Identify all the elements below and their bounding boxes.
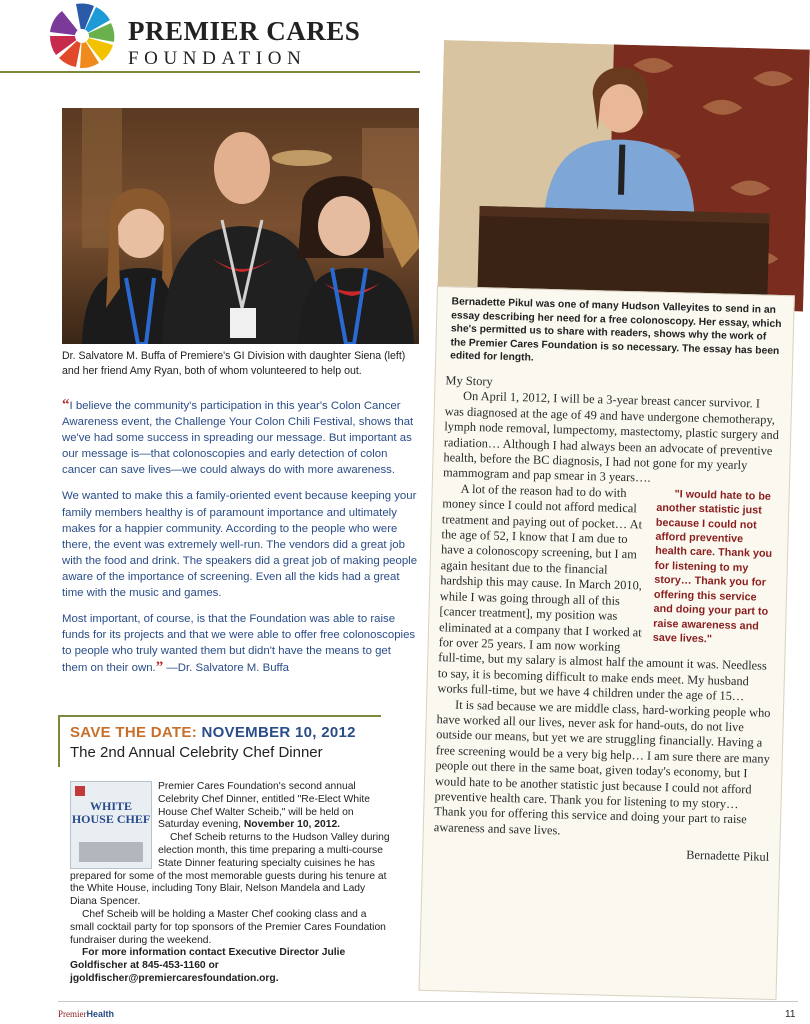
save-date-date: NOVEMBER 10, 2012 [201, 724, 356, 741]
book-photos [79, 842, 143, 862]
essay-paragraph: On April 1, 2012, I will be a 3-year breast cancer survivor. I was diagnosed at the age of 49 and have undergone chemotherapy, lymph node removal, lumpectomy, mastectomy, plastic surgery and radiation… Although I had always been an advocate of preventive health, before the BC diagnosis, I had not gone for my yearly mammogram and pap smear in 3 years…. [442, 389, 780, 486]
book-cover-image [70, 781, 152, 869]
quote-attribution: —Dr. Salvatore M. Buffa [166, 662, 289, 675]
essay-intro: Bernadette Pikul was one of many Hudson Valleyites to send in an essay describing her need for a free colonoscopy. Her essay, which she's permitted us to share with readers, shows why the work of the Premier Cares Foundation is so necessary. The essay has been edited for length. [450, 296, 782, 364]
flag-icon [75, 786, 85, 796]
pull-quote: "I would hate to be another statistic just because I could not afford preventive health care. Thank you for listening to my story… Thank you for offering this service and doing your part to raise awareness and save lives." [652, 488, 773, 646]
close-quote-mark: ” [155, 659, 164, 676]
quote-paragraph: “I believe the community's participation in this year's Colon Cancer Awareness event, the Challenge Your Colon Chili Festival, shows that we've had some success in spreading our message. But important as our message is—that colonoscopies and early detection of colon cancer can save lives—we could always do with more awareness. [62, 397, 414, 477]
book-title: WHITE HOUSE CHEF [71, 799, 151, 826]
brand-subname: FOUNDATION [128, 48, 307, 69]
essay-paragraph: "I would hate to be another statistic just because I could not afford preventive health care. Thank you for listening to my story… Thank you for offering this service and doing your part to raise awareness and save lives." A lot of the reason had to do with money since I could not afford medical treatment and paying out of pocket… At the age of 52, I know that I am due to have a colonoscopy screening, but I am again hesitant due to the financial hardship this may cause. In March 2010, while I was going through all of this [cancer treatment], my position was eliminated at a company that I worked at for over 25 years. I am now working full-time, but my salary is almost half the amount it was. Needless to say, it is becoming difficult to make ends meet. My husband works full-time, but we have 4 children under the age of 15… [437, 481, 779, 705]
essay-signature: Bernadette Pikul [686, 847, 770, 865]
essay-heading: My Story [445, 373, 493, 389]
save-date-side-rule [58, 715, 60, 767]
event-photo [62, 108, 419, 344]
quote-paragraph: We wanted to make this a family-oriented event because keeping your family members healthy is of paramount importance and ultimately makes for a happier community. According to the people who were there, the event was extremely well-run. The vendors did a great job with the food and drink. The speakers did a great job of making people aware of the importance of screening. Even all the kids had a great time with the music and games. [62, 490, 418, 600]
foundation-logo-icon [48, 2, 116, 70]
page-number: 11 [785, 1009, 796, 1020]
save-date-paragraph: Premier Cares Foundation's second annual Celebrity Chef Dinner, entitled "Re-Elect White House Chef Walter Scheib," will be held on Saturday evening, November 10, 2012. [158, 781, 370, 831]
speaker-photo [437, 40, 810, 311]
doctor-quote [62, 397, 418, 687]
save-date-contact: For more information contact Executive Director Julie Goldfischer at 845-453-1160 or jgoldfischer@premiercaresfoundation.org. [70, 947, 346, 984]
save-date-heading: SAVE THE DATE: NOVEMBER 10, 2012 [70, 724, 356, 741]
essay-paragraph: It is sad because we are middle class, hard-working people who have worked all our lives, never ask for hand-outs, do not live outside our means, but yet we are struggling financially. Having a free screening would be a very big help… I am sure there are many people out there in the same boat, given today's economy, but I would hate to be another statistic just because I could not afford preventive health care. Thank you for listening to my story… Thank you for offering this service and doing your part to raise awareness and save lives. [433, 697, 771, 838]
header-divider [0, 71, 420, 73]
essay-body [433, 373, 782, 865]
save-date-subtitle: The 2nd Annual Celebrity Chef Dinner [70, 744, 323, 761]
open-quote-mark: “ [62, 397, 70, 413]
footer-brand: PremierHealth [58, 1009, 115, 1019]
essay-panel [419, 286, 795, 1000]
save-date-paragraph: Chef Scheib will be holding a Master Chef cooking class and a small cocktail party for top sponsors of the Premier Cares Foundation fundraiser during the weekend. [70, 908, 386, 946]
footer-divider [58, 1001, 798, 1002]
brand-name: PREMIER CARES [128, 16, 361, 46]
save-date-top-rule [58, 715, 381, 717]
quote-paragraph: Most important, of course, is that the Foundation was able to raise funds for its projects and that we were able to offer free colonoscopies to people who truly wanted them but didn't have the means to get them on their own.” —Dr. Salvatore M. Buffa [62, 613, 416, 676]
save-date-paragraph: Chef Scheib returns to the Hudson Valley during election month, this time preparing a multi-course State Dinner featuring specialty cuisines he has prepared for some of the most memorable guests during his tenure at the White House, including Tony Blair, Nelson Mandela and Lady Diana Spencer. [70, 832, 390, 908]
photo-caption: Dr. Salvatore M. Buffa of Premiere's GI Division with daughter Siena (left) and her friend Amy Ryan, both of whom volunteered to help out. [62, 350, 406, 377]
